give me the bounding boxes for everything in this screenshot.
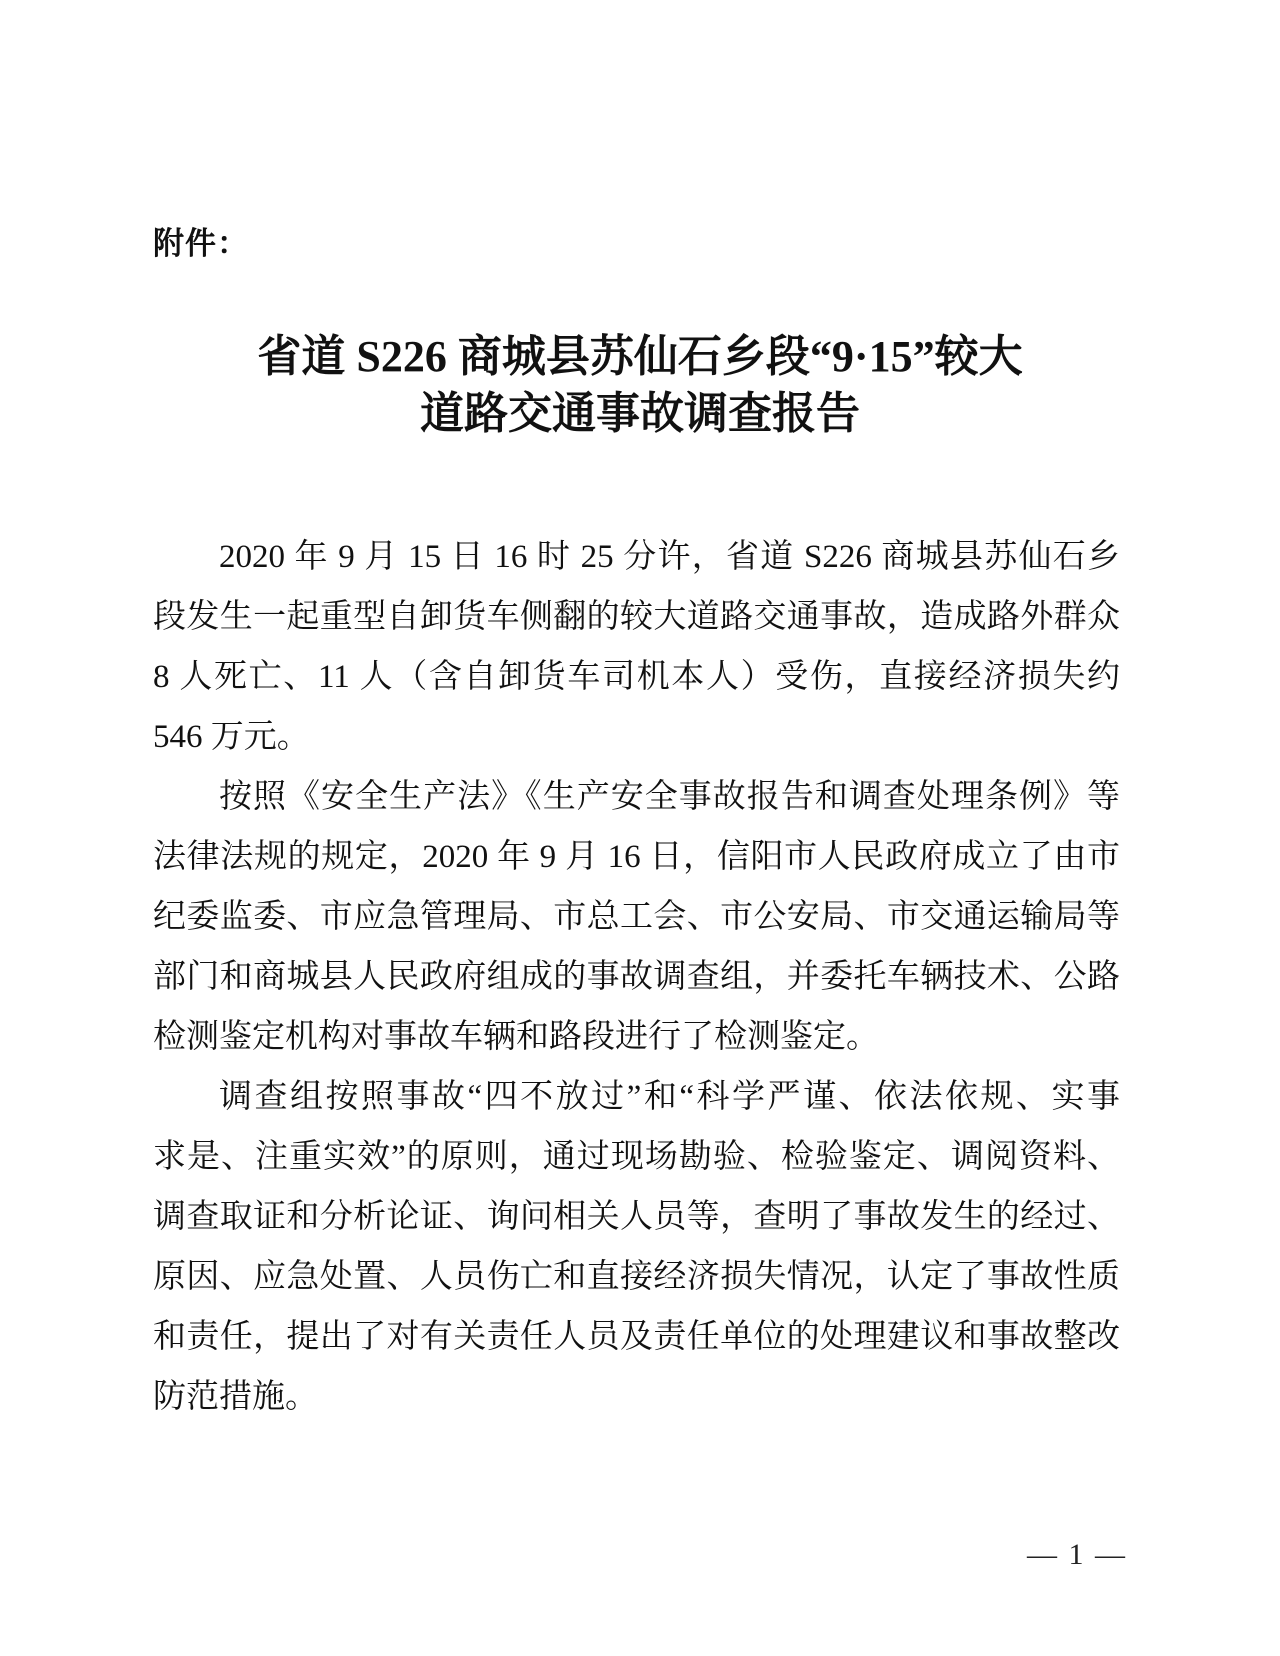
body-paragraph-1 [153,527,1120,767]
page-number: — 1 — [1027,1538,1127,1571]
body-line: 段发生一起重型自卸货车侧翻的较大道路交通事故，造成路外群众 [153,599,1120,635]
body-line: 按照《安全生产法》《生产安全事故报告和调查处理条例》等 [219,779,1120,815]
body-line: 检测鉴定机构对事故车辆和路段进行了检测鉴定。 [153,1019,879,1055]
body-line: 法律法规的规定，2020 年 9 月 16 日，信阳市人民政府成立了由市 [153,839,1120,875]
document-body [153,527,1120,1427]
document-title-line-1: 省道 S226 商城县苏仙石乡段“9·15”较大 [257,332,1023,381]
body-line: 和责任，提出了对有关责任人员及责任单位的处理建议和事故整改 [153,1319,1120,1355]
attachment-label: 附件： [153,226,249,261]
body-line: 2020 年 9 月 15 日 16 时 25 分许，省道 S226 商城县苏仙石乡 [219,539,1120,575]
body-line: 8 人死亡、11 人（含自卸货车司机本人）受伤，直接经济损失约 [153,659,1120,695]
body-line: 防范措施。 [153,1379,318,1415]
body-line: 调查组按照事故“四不放过”和“科学严谨、依法依规、实事 [219,1079,1120,1115]
body-line: 原因、应急处置、人员伤亡和直接经济损失情况，认定了事故性质 [153,1259,1120,1295]
body-line: 部门和商城县人民政府组成的事故调查组，并委托车辆技术、公路 [153,959,1120,995]
body-line: 调查取证和分析论证、询问相关人员等，查明了事故发生的经过、 [153,1199,1120,1235]
body-paragraph-2 [153,767,1120,1067]
body-paragraph-3 [153,1067,1120,1427]
body-line: 纪委监委、市应急管理局、市总工会、市公安局、市交通运输局等 [153,899,1120,935]
document-title [100,328,1180,442]
body-line: 546 万元。 [153,719,310,755]
body-line: 求是、注重实效”的原则，通过现场勘验、检验鉴定、调阅资料、 [153,1139,1120,1175]
document-title-line-2: 道路交通事故调查报告 [420,389,860,438]
